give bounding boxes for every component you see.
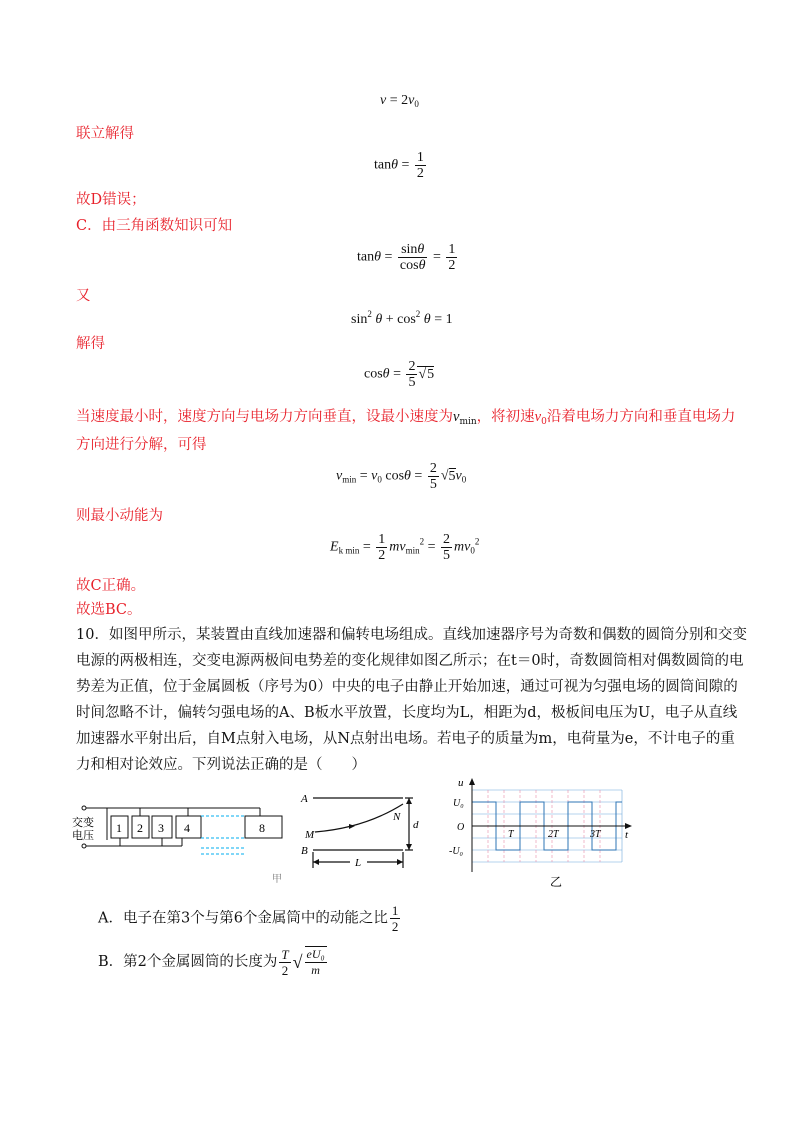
tube-label-4: 4 — [184, 821, 190, 835]
equation-tan-half: tanθ = $\frac{1}{2}$ — [374, 150, 424, 181]
text-min-speed-line1: 当速度最小时，速度方向与电场力方向垂直，设最小速度为$v_{min}$，将初速$v_0$沿着电场力方向和垂直电场力 — [76, 409, 736, 427]
figure-deflection-plates — [295, 790, 425, 880]
option-a[interactable]: A．电子在第3个与第6个金属筒中的动能之比 $\frac{1}{2}$ — [98, 903, 399, 934]
tick-label-2t: 2T — [548, 829, 559, 840]
tube-label-2: 2 — [137, 821, 143, 835]
label-origin: O — [457, 822, 465, 833]
label-distance-d: d — [413, 819, 419, 831]
tube-label-1: 1 — [116, 821, 122, 835]
option-b[interactable]: B．第2个金属圆筒的长度为 $\frac{T}{2}$ √ $\frac{\text{eU₀}}{m}$ — [98, 946, 325, 978]
equation-pythag: $\sin^2 \theta + \cos^2 \theta = 1$ — [351, 309, 453, 327]
tube-label-8: 8 — [259, 821, 265, 835]
q10-line-1: 10．如图甲所示，某装置由直线加速器和偏转电场组成。直线加速器序号为奇数和偶数的圆筒分别和交变 — [76, 627, 747, 643]
label-u-axis: u — [458, 777, 464, 789]
sqrt-sign: √ — [292, 952, 303, 972]
q10-line-5: 加速器水平射出后，自M点射入电场，从N点射出电场。若电子的质量为m，电荷量为e，不计电子的重 — [76, 731, 735, 747]
text-c-intro: C．由三角函数知识可知 — [76, 218, 233, 234]
figure-accelerator — [70, 790, 290, 885]
tube-label-3: 3 — [158, 821, 164, 835]
caption-jia: 甲 — [272, 874, 282, 885]
text-c-right: 故C正确。 — [76, 578, 146, 594]
text-jiede: 解得 — [76, 336, 105, 352]
figure-voltage-waveform — [448, 776, 638, 896]
label-source-bottom: 电压 — [72, 830, 94, 842]
label-length-l: L — [355, 857, 362, 869]
equation-ekmin: $E_{k min}$ = $\frac{1}{2}$ $mv_{min}^2$ = $\frac{2}{5}$ $mv_0^2$ — [330, 532, 480, 563]
text-min-speed-line2: 方向进行分解，可得 — [76, 437, 207, 453]
label-point-m: M — [305, 829, 315, 841]
label-plate-b: B — [301, 845, 308, 857]
q10-line-6: 力和相对论效应。下列说法正确的是（ ） — [76, 757, 366, 773]
label-point-n: N — [393, 811, 401, 823]
equation-v: $v = 2v_0$ — [380, 93, 419, 109]
label-u0: U₀ — [453, 798, 464, 809]
text-min-ke: 则最小动能为 — [76, 508, 163, 524]
tick-label-t: T — [508, 829, 514, 840]
option-a-fraction: $\frac{1}{2}$ — [391, 903, 399, 934]
equation-tan-ratio: tanθ = $\frac{\sin\theta}{\cos\theta}$ = $\frac{1}{2}$ — [357, 242, 456, 273]
tick-label-3t: 3T — [590, 829, 601, 840]
text-choose: 故选BC。 — [76, 602, 142, 618]
label-t-axis: t — [625, 829, 629, 841]
equation-vmin: $v_{min} = v_0$ cosθ = $\frac{2}{5}$ $√5v_0$ — [336, 461, 467, 492]
q10-line-3: 势差为正值，位于金属圆板（序号为0）中央的电子由静止开始加速，通过可视为匀强电场的圆筒间隙的 — [76, 679, 738, 695]
equation-cos-value: cosθ = $\frac{2}{5}$ √5 — [364, 359, 435, 390]
text-lianli: 联立解得 — [76, 126, 134, 142]
text-d-wrong: 故D错误； — [76, 192, 146, 208]
label-source-top: 交变 — [72, 817, 94, 829]
caption-yi: 乙 — [550, 875, 563, 889]
label-neg-u0: -U₀ — [449, 846, 464, 857]
option-b-fraction: $\frac{T}{2}$ — [281, 946, 289, 978]
label-plate-a: A — [301, 793, 308, 805]
option-b-radicand: $\frac{\text{eU₀}}{m}$ — [306, 947, 325, 977]
text-you: 又 — [76, 288, 91, 304]
q10-line-4: 时间忽略不计，偏转匀强电场的A、B板水平放置，长度均为L，相距为d，极板间电压为U，电子从直线 — [76, 705, 738, 721]
q10-line-2: 电源的两极相连，交变电源两极间电势差的变化规律如图乙所示；在t＝0时，奇数圆筒相对偶数圆筒的电 — [76, 653, 744, 669]
